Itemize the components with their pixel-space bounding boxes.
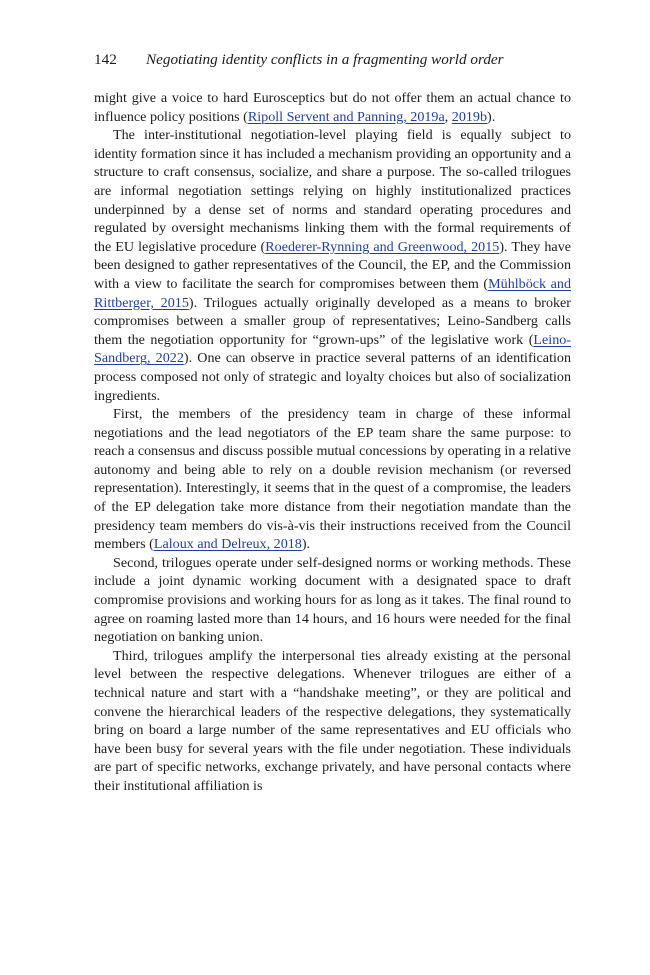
citation-link[interactable]: Leino-Sandberg, 2022 xyxy=(94,331,571,367)
text-run: ). Trilogues actually originally developed as a means to broker compromises between a smaller group of representatives; Leino-Sandberg calls them the negotiation opportunity for “grown-ups” of the legislative work ( xyxy=(94,294,571,348)
page-number: 142 xyxy=(94,51,117,68)
paragraph-3 xyxy=(94,405,571,554)
text-run: ). xyxy=(487,108,496,125)
book-page xyxy=(94,50,571,796)
paragraph-5 xyxy=(94,647,571,796)
citation-link[interactable]: Laloux and Delreux, 2018 xyxy=(153,536,302,553)
body-text xyxy=(94,89,571,796)
citation-link[interactable]: 2019b xyxy=(451,108,488,125)
running-title: Negotiating identity conflicts in a fragmenting world order xyxy=(146,51,504,68)
running-header xyxy=(94,50,571,70)
citation-link[interactable]: Mühlböck and Rittberger, 2015 xyxy=(94,275,571,311)
text-run: ). They have been designed to gather representatives of the Council, the EP, and the Commission with a view to facilitate the search for compromises between them ( xyxy=(94,238,571,292)
text-run: might give a voice to hard Eurosceptics but do not offer them an actual chance to influence policy positions ( xyxy=(94,90,571,125)
text-run: First, the members of the presidency team in charge of these informal negotiations and the lead negotiators of the EP team share the same purpose: to reach a consensus and discuss possible mutual concessions by operating in a relative autonomy and being able to rely on a double revision mechanism (or reversed representation). Interestingly, it seems that in the quest of a compromise, the leaders of the EP delegation take more distance from their negotiation mandate than the presidency team members do vis-à-vis their instructions received from the Council members ( xyxy=(94,406,571,553)
citation-link[interactable]: Roederer-Rynning and Greenwood, 2015 xyxy=(265,238,500,255)
paragraph-1 xyxy=(94,89,571,126)
text-run: The inter-institutional negotiation-level playing field is equally subject to identity formation since it has included a mechanism providing an opportunity and a structure to craft consensus, socialize, and share a purpose. The so-called trilogues are informal negotiation settings relying on highly institutionalized practices underpinned by a dense set of norms and standard operating procedures and regulated by oversight mechanisms linking them with the formal requirements of the EU legislative procedure ( xyxy=(94,127,571,255)
text-run: ). One can observe in practice several patterns of an identification process composed not only of strategic and loyalty choices but also of socialization ingredients. xyxy=(94,350,571,404)
paragraph-4 xyxy=(94,554,571,647)
citation-link[interactable]: Ripoll Servent and Panning, 2019a xyxy=(247,108,445,125)
text-run: ). xyxy=(301,536,311,553)
paragraph-2 xyxy=(94,126,571,405)
text-run: , xyxy=(444,108,452,125)
text-run: Second, trilogues operate under self-designed norms or working methods. These include a joint dynamic working document with a designated space to draft compromise provisions and working hours for as long as it takes. The final round to agree on roaming lasted more than 14 hours, and 16 hours were needed for the final negotiation on banking union. xyxy=(94,554,571,646)
text-run: Third, trilogues amplify the interpersonal ties already existing at the personal level between the respective delegations. Whenever trilogues are either of a technical nature and start with a “handshake meeting”, or they are political and convene the hierarchical leaders of the respective delegations, they systematically bring on board a large number of the same representatives and EU officials who have been busy for several years with the file under negotiation. These individuals are part of specific networks, exchange privately, and have personal contacts where their institutional affiliation is xyxy=(94,647,571,794)
